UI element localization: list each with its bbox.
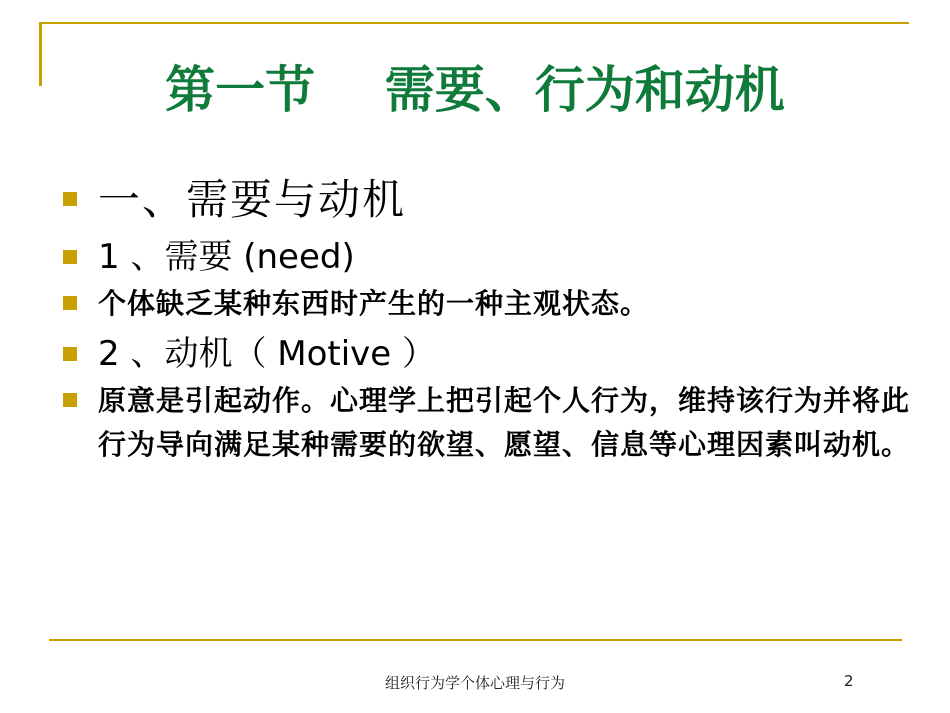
slide-title: 第一节 需要、行为和动机 [165,60,785,119]
bullet-text: 一、需要与动机 [98,175,407,224]
square-bullet-icon [63,296,77,310]
bullet-list [60,170,910,467]
frame-top-line [39,22,909,24]
square-bullet-icon [63,393,77,407]
footer-divider [49,639,902,641]
footer-title: 组织行为学个体心理与行为 [384,674,565,692]
square-bullet-icon [63,250,77,264]
bullet-item-motive [60,329,910,379]
bullet-text: 原意是引起动作。心理学上把引起个人行为，维持该行为并将此行为导向满足某种需要的欲望、愿望、信息等心理因素叫动机。 [98,384,911,461]
bullet-item-need-definition [60,282,910,326]
square-bullet-icon [63,347,77,361]
bullet-text: 个体缺乏某种东西时产生的一种主观状态。 [98,287,650,320]
bullet-item-motive-definition [60,379,910,467]
bullet-text: 2 、动机（ Motive ） [98,334,437,374]
bullet-item-need [60,232,910,282]
bullet-item-heading [60,170,910,230]
bullet-text: 1 、需要 (need) [98,237,355,277]
page-number: 2 [844,672,854,690]
square-bullet-icon [63,192,77,206]
